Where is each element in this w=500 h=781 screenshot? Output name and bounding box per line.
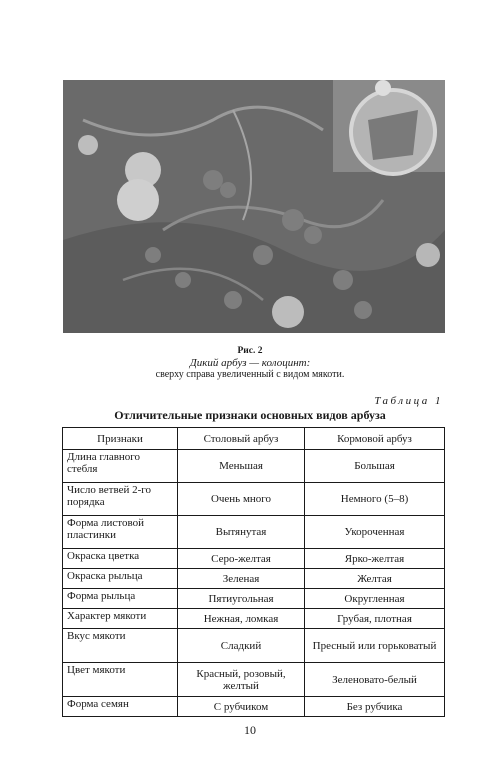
page-number: 10: [244, 723, 256, 737]
figure-subtitle: сверху справа увеличенный с видом мякоти.: [155, 369, 345, 380]
comparison-table: [62, 427, 445, 717]
feature-cell: Форма семян: [63, 697, 178, 717]
table-watermelon-cell: Меньшая: [178, 450, 305, 483]
table-title: Отличительные признаки основных видов арбуза: [114, 408, 386, 422]
feature-cell: Окраска рыльца: [63, 569, 178, 589]
fodder-watermelon-cell: Укороченная: [305, 516, 445, 549]
feature-cell: Форма листовой пластинки: [63, 516, 178, 549]
column-header-fodder-watermelon: Кормовой арбуз: [305, 428, 445, 450]
fodder-watermelon-cell: Округленная: [305, 589, 445, 609]
table-label: Таблица 1: [374, 395, 443, 407]
table-row: [63, 589, 445, 609]
column-header-table-watermelon: Столовый арбуз: [178, 428, 305, 450]
fodder-watermelon-cell: Зеленовато-белый: [305, 663, 445, 697]
table-watermelon-cell: Очень много: [178, 483, 305, 516]
table-row: [63, 450, 445, 483]
column-header-features: Признаки: [63, 428, 178, 450]
table-watermelon-cell: Пятиугольная: [178, 589, 305, 609]
table-row: [63, 483, 445, 516]
table-row: [63, 569, 445, 589]
table-watermelon-cell: Вытянутая: [178, 516, 305, 549]
table-row: [63, 663, 445, 697]
table-watermelon-cell: Серо-желтая: [178, 549, 305, 569]
figure-label: Рис. 2: [237, 346, 263, 356]
table-watermelon-cell: С рубчиком: [178, 697, 305, 717]
figure-caption: [0, 345, 500, 381]
table-row: [63, 549, 445, 569]
fodder-watermelon-cell: Ярко-желтая: [305, 549, 445, 569]
feature-cell: Характер мякоти: [63, 609, 178, 629]
feature-cell: Вкус мякоти: [63, 629, 178, 663]
fodder-watermelon-cell: Немного (5–8): [305, 483, 445, 516]
fodder-watermelon-cell: Пресный или горьковатый: [305, 629, 445, 663]
table-row: [63, 697, 445, 717]
table-watermelon-cell: Сладкий: [178, 629, 305, 663]
table-watermelon-cell: Зеленая: [178, 569, 305, 589]
table-row: [63, 516, 445, 549]
table-watermelon-cell: Нежная, ломкая: [178, 609, 305, 629]
fodder-watermelon-cell: Желтая: [305, 569, 445, 589]
table-watermelon-cell: Красный, розовый, желтый: [178, 663, 305, 697]
feature-cell: Число ветвей 2-го порядка: [63, 483, 178, 516]
feature-cell: Форма рыльца: [63, 589, 178, 609]
table-row: [63, 609, 445, 629]
table-header-row: [63, 428, 445, 450]
figure-title: Дикий арбуз — колоцинт:: [189, 357, 311, 369]
feature-cell: Цвет мякоти: [63, 663, 178, 697]
colocynth-photo: [63, 80, 445, 333]
fodder-watermelon-cell: Без рубчика: [305, 697, 445, 717]
feature-cell: Окраска цветка: [63, 549, 178, 569]
feature-cell: Длина главного стебля: [63, 450, 178, 483]
fodder-watermelon-cell: Большая: [305, 450, 445, 483]
fodder-watermelon-cell: Грубая, плотная: [305, 609, 445, 629]
table-row: [63, 629, 445, 663]
